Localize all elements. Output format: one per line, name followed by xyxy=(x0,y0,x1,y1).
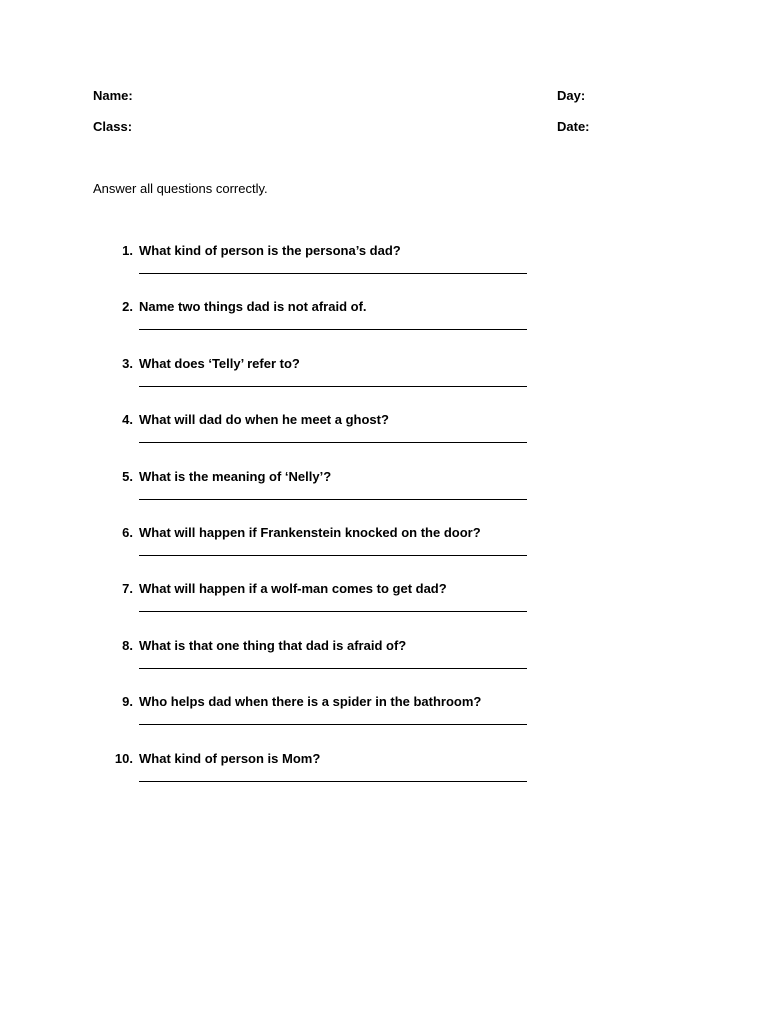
answer-line[interactable] xyxy=(139,724,527,725)
answer-line[interactable] xyxy=(139,273,527,274)
question-text: What does ‘Telly’ refer to? xyxy=(139,355,300,371)
answer-line[interactable] xyxy=(139,611,527,612)
question-item xyxy=(100,751,540,807)
question-text: What will happen if a wolf-man comes to get dad? xyxy=(139,581,447,597)
question-number: 2. xyxy=(122,299,133,315)
question-text: What will happen if Frankenstein knocked on the door? xyxy=(139,524,481,540)
question-number: 4. xyxy=(122,412,133,428)
question-text: What kind of person is Mom? xyxy=(139,750,321,766)
question-text: What kind of person is the persona’s dad? xyxy=(139,243,401,258)
date-label: Date: xyxy=(557,119,590,134)
question-item xyxy=(100,299,540,355)
answer-line[interactable] xyxy=(139,781,527,782)
question-text: Name two things dad is not afraid of. xyxy=(139,299,367,315)
answer-line[interactable] xyxy=(139,442,527,443)
question-item xyxy=(100,243,540,299)
question-text: Who helps dad when there is a spider in the bathroom? xyxy=(139,694,482,710)
instructions-text: Answer all questions correctly. xyxy=(93,181,268,196)
answer-line[interactable] xyxy=(139,329,527,330)
question-number: 7. xyxy=(122,581,133,597)
question-item xyxy=(100,356,540,412)
question-number: 9. xyxy=(122,694,133,710)
question-item xyxy=(100,694,540,750)
day-label: Day: xyxy=(557,88,586,103)
question-number: 5. xyxy=(122,468,133,484)
name-label: Name: xyxy=(93,88,133,103)
question-item xyxy=(100,412,540,468)
question-item xyxy=(100,581,540,637)
question-number: 1. xyxy=(122,243,133,258)
question-number: 8. xyxy=(122,637,133,653)
question-number: 10. xyxy=(114,750,133,766)
question-item xyxy=(100,638,540,694)
question-text: What will dad do when he meet a ghost? xyxy=(139,412,389,428)
question-item xyxy=(100,469,540,525)
answer-line[interactable] xyxy=(139,386,527,387)
question-text: What is that one thing that dad is afraid of? xyxy=(139,637,407,653)
question-text: What is the meaning of ‘Nelly’? xyxy=(139,468,332,484)
question-number: 3. xyxy=(122,355,133,371)
question-number: 6. xyxy=(122,524,133,540)
question-list xyxy=(100,243,540,807)
answer-line[interactable] xyxy=(139,555,527,556)
question-item xyxy=(100,525,540,581)
answer-line[interactable] xyxy=(139,499,527,500)
answer-line[interactable] xyxy=(139,668,527,669)
class-label: Class: xyxy=(93,119,133,134)
